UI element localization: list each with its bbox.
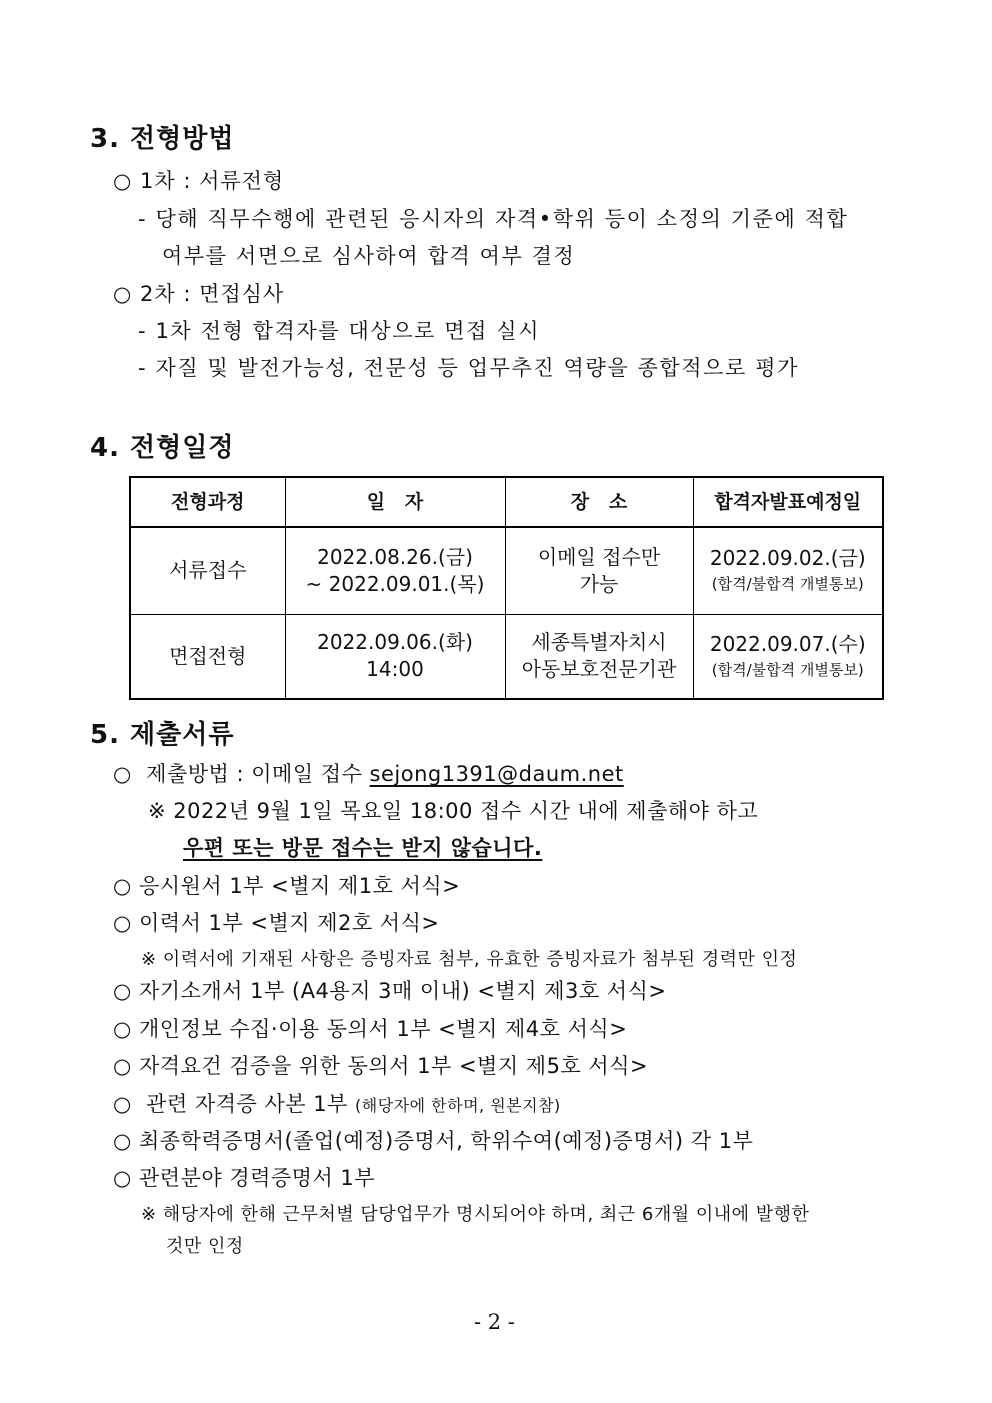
stage2-desc-line2: - 자질 및 발전가능성, 전문성 등 업무추진 역량을 종합적으로 평가 [138,356,799,380]
header-announce: 합격자발표예정일 [693,477,883,527]
table-header-row [130,477,883,527]
submit-method [113,758,624,788]
cell-stage: 서류접수 [130,527,285,614]
cell-announce [693,527,883,614]
cell-place [505,614,693,699]
place-line1: 세종특별자치시 [531,630,667,655]
schedule-table [129,476,884,700]
announce-note: (합격/불합격 개별통보) [711,660,864,679]
doc-item: ○ 응시원서 1부 <별지 제1호 서식> [113,874,461,898]
cell-stage: 면접전형 [130,614,285,699]
cell-date [285,527,505,614]
no-mail-notice: 우편 또는 방문 접수는 받지 않습니다. [183,836,543,860]
stage2-heading: ○ 2차 : 면접심사 [113,282,285,306]
resume-note: ※ 이력서에 기재된 사항은 증빙자료 첨부, 유효한 증빙자료가 첨부된 경력만 인정 [141,949,798,970]
doc-item-label: ○ 관련 자격증 사본 1부 [113,1092,356,1116]
place-line2: 가능 [579,571,619,596]
date-end: ~ 2022.09.01.(목) [305,571,485,596]
announce-note: (합격/불합격 개별통보) [711,575,864,594]
header-place: 장 소 [505,477,693,527]
doc-item: ○ 이력서 1부 <별지 제2호 서식> [113,911,440,935]
cell-date [285,614,505,699]
doc-item: ○ 개인정보 수집·이용 동의서 1부 <별지 제4호 서식> [113,1017,628,1041]
stage2-desc-line1: - 1차 전형 합격자를 대상으로 면접 실시 [138,319,541,343]
section-5-title: 5. 제출서류 [90,720,235,750]
section-3-title: 3. 전형방법 [90,124,235,154]
doc-item: ○ 관련분야 경력증명서 1부 [113,1166,376,1190]
date-start: 2022.09.06.(화) [317,630,473,655]
cell-announce [693,614,883,699]
doc-item: ○ 자기소개서 1부 (A4용지 3매 이내) <별지 제3호 서식> [113,979,667,1003]
announce-date: 2022.09.07.(수) [709,631,866,656]
cert-note: (해당자에 한하며, 원본지참) [355,1096,561,1115]
header-stage: 전형과정 [130,477,285,527]
stage1-heading: ○ 1차 : 서류전형 [113,169,285,193]
career-note-line2: 것만 인정 [166,1236,244,1257]
table-row [130,614,883,699]
section-4-title: 4. 전형일정 [90,433,235,463]
doc-item: ○ 최종학력증명서(졸업(예정)증명서, 학위수여(예정)증명서) 각 1부 [113,1129,754,1153]
stage1-desc-line2: 여부를 서면으로 심사하여 합격 여부 결정 [162,244,576,268]
submit-method-label: ○ 제출방법 : 이메일 접수 [113,762,370,786]
doc-item [113,1088,561,1118]
email-link[interactable]: sejong1391@daum.net [369,762,624,786]
table-row [130,527,883,614]
date-time: 14:00 [366,657,424,682]
cell-place [505,527,693,614]
place-line2: 아동보호전문기관 [521,657,677,682]
stage1-desc-line1: - 당해 직무수행에 관련된 응시자의 자격•학위 등이 소정의 기준에 적합 [138,207,849,231]
header-date: 일 자 [285,477,505,527]
doc-item: ○ 자격요건 검증을 위한 동의서 1부 <별지 제5호 서식> [113,1054,649,1078]
place-line1: 이메일 접수만 [537,544,661,569]
career-note-line1: ※ 해당자에 한해 근무처별 담당업무가 명시되어야 하며, 최근 6개월 이내에 발행한 [141,1204,810,1225]
date-start: 2022.08.26.(금) [317,544,473,569]
submit-deadline-note: ※ 2022년 9월 1일 목요일 18:00 접수 시간 내에 제출해야 하고 [148,799,759,823]
page-number: - 2 - [474,1310,515,1334]
announce-date: 2022.09.02.(금) [709,546,866,571]
